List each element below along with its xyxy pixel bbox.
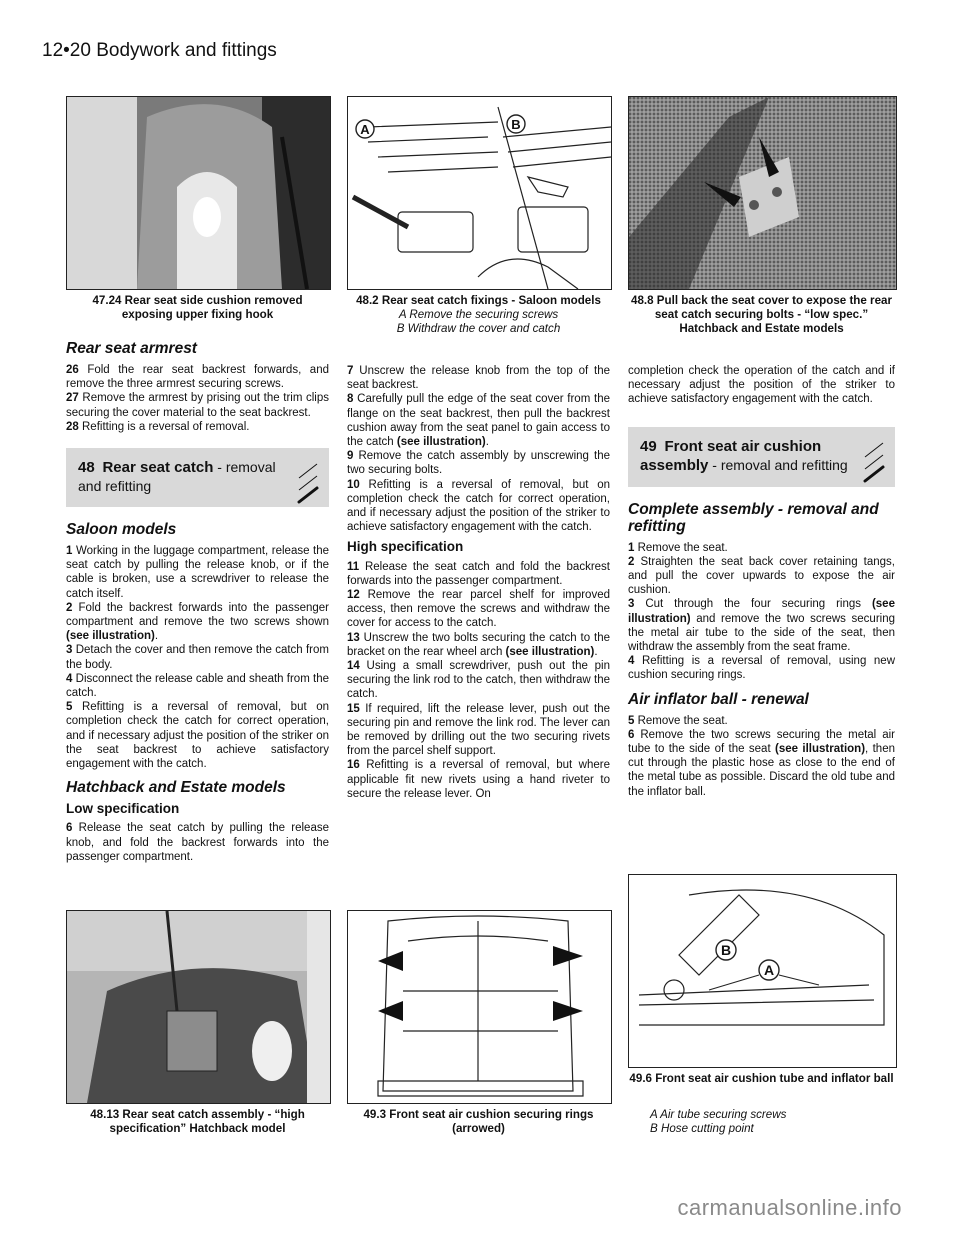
step-6: 6 Release the seat catch by pulling the release knob, and fold the backrest forwards into the passenger compartment.	[66, 822, 329, 863]
step-4: 4 Disconnect the release cable and sheath from the catch.	[66, 672, 329, 700]
step-c5: 5 Remove the seat.	[628, 714, 728, 727]
step-c3: 3 Cut through the four securing rings (see illustration) and remove the two screws securing the metal air tube to the side of the seat, then withdraw the assembly from the seat frame.	[628, 598, 895, 654]
column-1	[66, 332, 329, 864]
catch-fixings-drawing	[348, 97, 611, 289]
caption-48-2	[347, 294, 610, 336]
catch-assembly-photo	[67, 911, 330, 1103]
heading-air-inflator: Air inflator ball - renewal	[628, 690, 809, 708]
photo-47-24	[66, 96, 331, 290]
label-a: A	[360, 122, 370, 137]
heading-rear-seat-armrest: Rear seat armrest	[66, 340, 197, 357]
difficulty-spanner-icon	[295, 458, 321, 506]
caption-49-6-note-a: A Air tube securing screws	[650, 1108, 787, 1121]
step-13: 13 Unscrew the two bolts securing the catch to the bracket on the rear wheel arch (see illustration).	[347, 631, 611, 658]
step-5: 5 Refitting is a reversal of removal, but on completion check the catch for correct operation, and if necessary adjust the position of the striker on the seat backrest to achieve satisfactory engagement with the catch.	[66, 701, 329, 771]
caption-47-24: 47.24 Rear seat side cushion removed exposing upper fixing hook	[92, 294, 303, 321]
step-c4: 4 Refitting is a reversal of removal, using new cushion securing rings.	[628, 655, 895, 682]
label-b: B	[720, 942, 732, 958]
section-48-title: Rear seat catch	[102, 459, 214, 477]
section-49-title: Front seat air cushion assembly	[640, 437, 822, 474]
step-16: 16 Refitting is a reversal of removal, but where applicable fit new rivets using a hand riveter to secure the release lever. On	[347, 759, 610, 800]
column-3	[628, 364, 895, 799]
photo-48-8	[628, 96, 897, 290]
air-tube-drawing	[629, 875, 896, 1067]
step-c2: 2 Straighten the seat back cover retaining tangs, and pull the cover upwards to expose the air cushion.	[628, 555, 896, 597]
page-number: 12•20	[42, 40, 91, 61]
drawing-48-2	[347, 96, 612, 290]
air-cushion-drawing	[348, 911, 611, 1103]
step-8: 8 Carefully pull the edge of the seat cover from the flange on the seat backrest, then pull the backrest cushion away from the seat panel to gain access to the catch (see illustration).	[347, 393, 610, 449]
heading-complete-assembly: Complete assembly - removal and refitting	[628, 500, 879, 535]
seat-cover-photo	[629, 97, 896, 289]
caption-48-8: 48.8 Pull back the seat cover to expose the rear seat catch securing bolts - “low spec.” Hatchback and Estate models	[631, 294, 892, 335]
step-1: 1 Working in the luggage compartment, release the seat catch by pulling the release knob, or if the cable is broken, use a screwdriver to release the catch itself.	[66, 545, 330, 600]
heading-saloon-models: Saloon models	[66, 521, 177, 539]
step-3: 3 Detach the cover and then remove the catch from the body.	[66, 644, 329, 671]
step-11: 11 Release the seat catch and fold the backrest forwards into the passenger compartment.	[347, 560, 610, 587]
step-c1: 1 Remove the seat.	[628, 541, 728, 554]
caption-48-13: 48.13 Rear seat catch assembly - “high specification” Hatchback model	[90, 1108, 305, 1135]
difficulty-spanner-icon	[861, 437, 887, 485]
step-c6: 6 Remove the two screws securing the metal air tube to the side of the seat (see illustration), then cut through the plastic hose as close to the end of the metal tube as possible. Discard the old tube and the inflator ball.	[628, 728, 895, 798]
step-2: 2 Fold the backrest forwards into the passenger compartment and remove the two screws shown (see illustration).	[66, 601, 329, 643]
step-26: 26 Fold the rear seat backrest forwards, and remove the three armrest securing screws.	[66, 364, 329, 391]
column-2	[347, 364, 610, 801]
seat-cushion-photo	[67, 97, 330, 289]
label-b: B	[511, 117, 521, 132]
step-28: 28 Refitting is a reversal of removal.	[66, 420, 250, 433]
step-16-continued: completion check the operation of the catch and if necessary adjust the position of the striker to achieve satisfactory engagement with the catch.	[628, 365, 895, 406]
heading-hatchback-estate: Hatchback and Estate models	[66, 779, 286, 797]
step-10: 10 Refitting is a reversal of removal, but on completion check the catch for correct operation, and if necessary adjust the position of the striker to achieve satisfactory engagement with the catch.	[347, 478, 610, 534]
photo-48-13	[66, 910, 331, 1104]
drawing-49-3	[347, 910, 612, 1104]
caption-48-2-note-a: A Remove the securing screws	[398, 308, 559, 321]
drawing-49-6	[628, 874, 897, 1068]
step-7: 7 Unscrew the release knob from the top of the seat backrest.	[347, 365, 610, 392]
step-14: 14 Using a small screwdriver, push out the pin securing the link rod to the catch, then withdraw the catch.	[347, 660, 610, 701]
step-15: 15 If required, lift the release lever, push out the securing pin and remove the link rod. The lever can be removed by drilling out the two securing rivets from the parcel shelf support.	[347, 702, 610, 758]
step-12: 12 Remove the rear parcel shelf for improved access, then remove the screws and withdraw the cover for access to the catch.	[347, 589, 610, 630]
watermark: carmanualsonline.info	[677, 1195, 902, 1220]
caption-49-6-note-b: B Hose cutting point	[650, 1122, 754, 1135]
step-27: 27 Remove the armrest by prising out the trim clips securing the cover material to the seat backrest.	[66, 392, 329, 419]
caption-48-2-note-b: B Withdraw the cover and catch	[396, 322, 561, 335]
page-header	[42, 40, 277, 62]
section-49-box: 49 Front seat air cushion assembly - removal and refitting	[628, 427, 895, 487]
heading-high-spec: High specification	[347, 539, 464, 555]
step-9: 9 Remove the catch assembly by unscrewing the two securing bolts.	[347, 450, 610, 477]
caption-48-2-title: 48.2 Rear seat catch fixings - Saloon models	[356, 294, 601, 307]
label-a: A	[763, 962, 775, 978]
section-48-box: 48 Rear seat catch - removal and refitting	[66, 448, 329, 507]
page-title: Bodywork and fittings	[96, 40, 277, 61]
caption-49-3: 49.3 Front seat air cushion securing rings (arrowed)	[363, 1108, 594, 1135]
caption-49-6: 49.6 Front seat air cushion tube and inflator ball	[629, 1072, 894, 1085]
heading-low-spec: Low specification	[66, 801, 180, 817]
